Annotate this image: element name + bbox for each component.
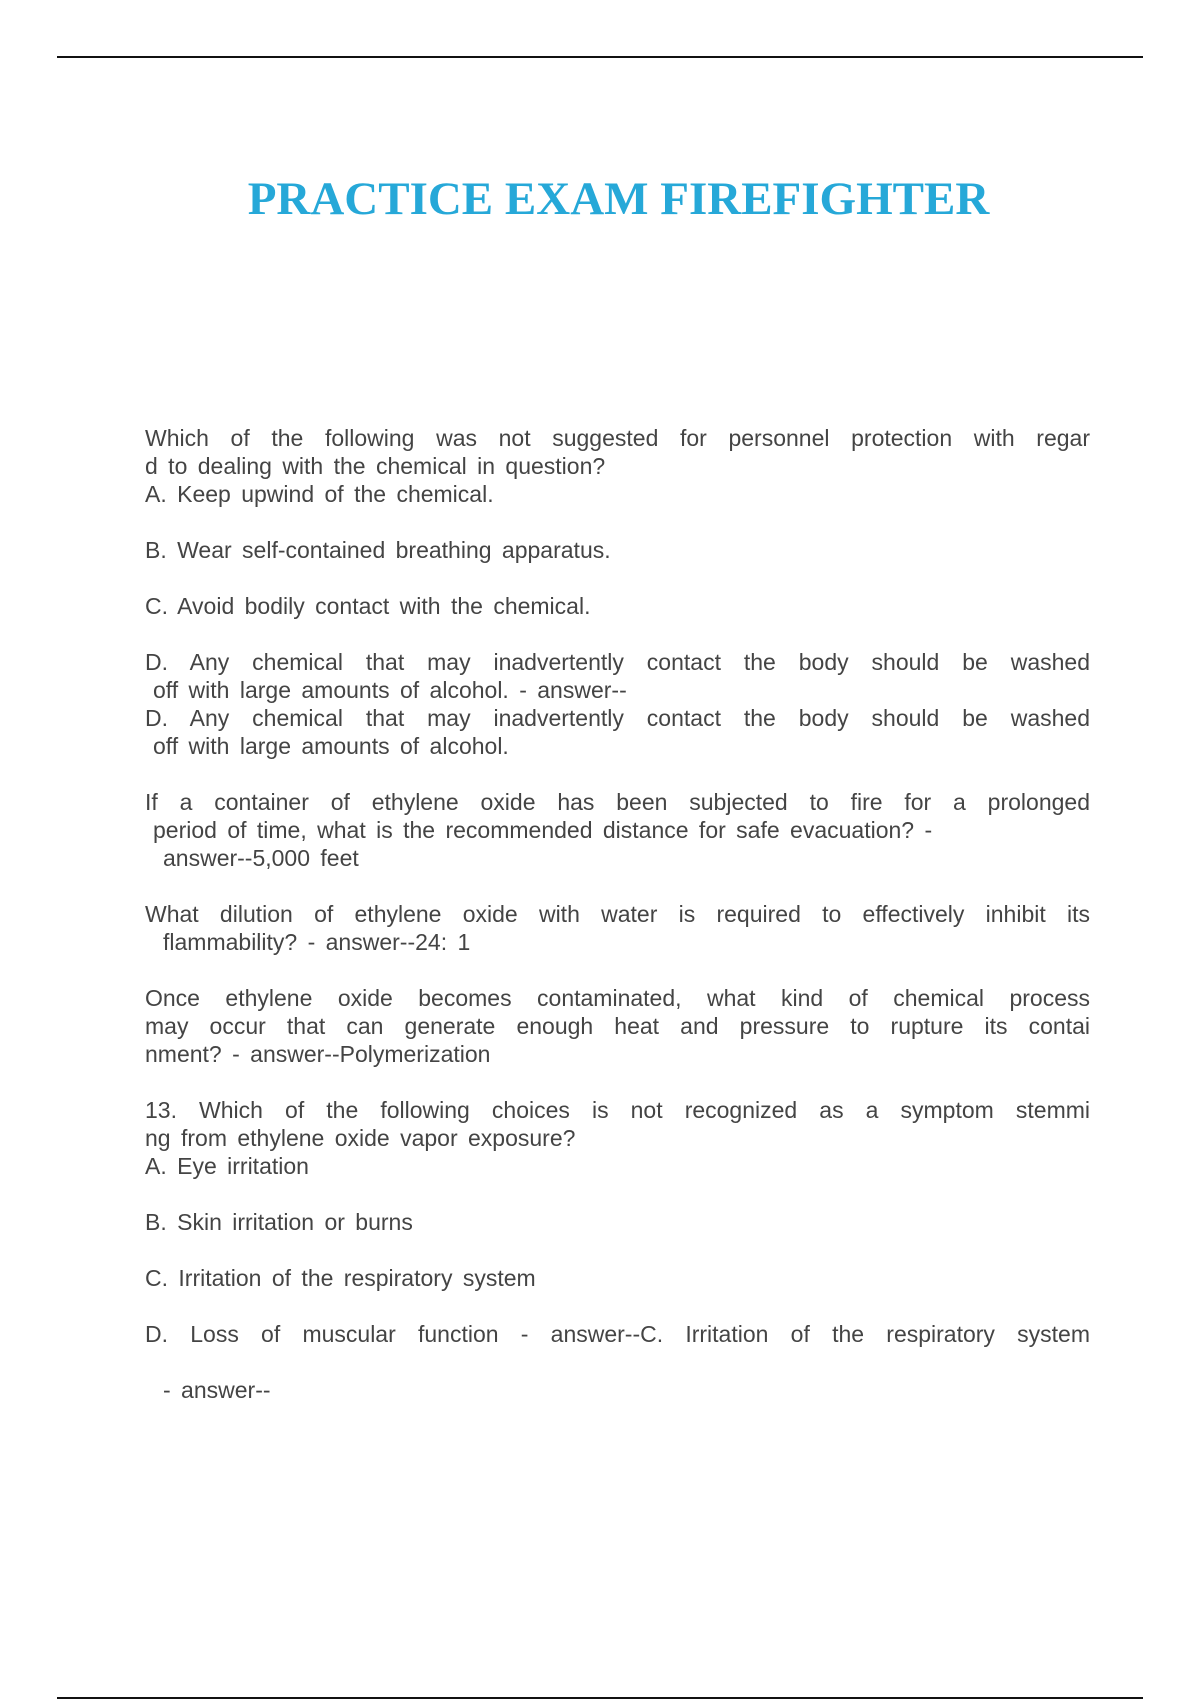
paragraph-gap xyxy=(145,620,1090,648)
paragraph-gap xyxy=(145,1068,1090,1096)
text-line: C. Avoid bodily contact with the chemical. xyxy=(145,593,591,619)
paragraph-gap xyxy=(145,508,1090,536)
text-line: If a container of ethylene oxide has been subjected to fire for a prolonged xyxy=(145,789,1090,815)
text-line: answer--5,000 feet xyxy=(163,845,359,871)
text-line: D. Loss of muscular function - answer--C. Irritation of the respiratory system xyxy=(145,1321,1090,1347)
text-line: A. Eye irritation xyxy=(145,1153,309,1179)
paragraph-gap xyxy=(145,564,1090,592)
text-line: Which of the following was not suggested for personnel protection with regar xyxy=(145,425,1090,451)
text-line: may occur that can generate enough heat and pressure to rupture its contai xyxy=(145,1013,1090,1039)
paragraph-gap xyxy=(145,872,1090,900)
text-line: period of time, what is the recommended distance for safe evacuation? - xyxy=(153,817,933,843)
page-title: PRACTICE EXAM FIREFIGHTER xyxy=(247,173,990,225)
text-line: d to dealing with the chemical in question? xyxy=(145,453,606,479)
bottom-rule xyxy=(57,1697,1143,1699)
paragraph-gap xyxy=(145,760,1090,788)
text-line: - answer-- xyxy=(163,1377,271,1403)
text-line: What dilution of ethylene oxide with water is required to effectively inhibit its xyxy=(145,901,1090,927)
text-line: C. Irritation of the respiratory system xyxy=(145,1265,536,1291)
paragraph-gap xyxy=(145,956,1090,984)
text-line: D. Any chemical that may inadvertently contact the body should be washed xyxy=(145,705,1090,731)
text-line: off with large amounts of alcohol. - answer-- xyxy=(153,677,627,703)
text-line: nment? - answer--Polymerization xyxy=(145,1041,491,1067)
text-line: off with large amounts of alcohol. xyxy=(153,733,509,759)
paragraph-gap xyxy=(145,1348,1090,1376)
top-rule xyxy=(57,56,1143,58)
text-line: 13. Which of the following choices is not recognized as a symptom stemmi xyxy=(145,1097,1090,1123)
text-line: A. Keep upwind of the chemical. xyxy=(145,481,494,507)
text-line: D. Any chemical that may inadvertently contact the body should be washed xyxy=(145,649,1090,675)
text-line: Once ethylene oxide becomes contaminated, what kind of chemical process xyxy=(145,985,1090,1011)
text-line: flammability? - answer--24: 1 xyxy=(163,929,471,955)
text-line: ng from ethylene oxide vapor exposure? xyxy=(145,1125,576,1151)
paragraph-gap xyxy=(145,1292,1090,1320)
text-line: B. Skin irritation or burns xyxy=(145,1209,413,1235)
paragraph-gap xyxy=(145,1180,1090,1208)
paragraph-gap xyxy=(145,1236,1090,1264)
text-line: B. Wear self-contained breathing apparatus. xyxy=(145,537,611,563)
document-body xyxy=(145,424,1090,1404)
